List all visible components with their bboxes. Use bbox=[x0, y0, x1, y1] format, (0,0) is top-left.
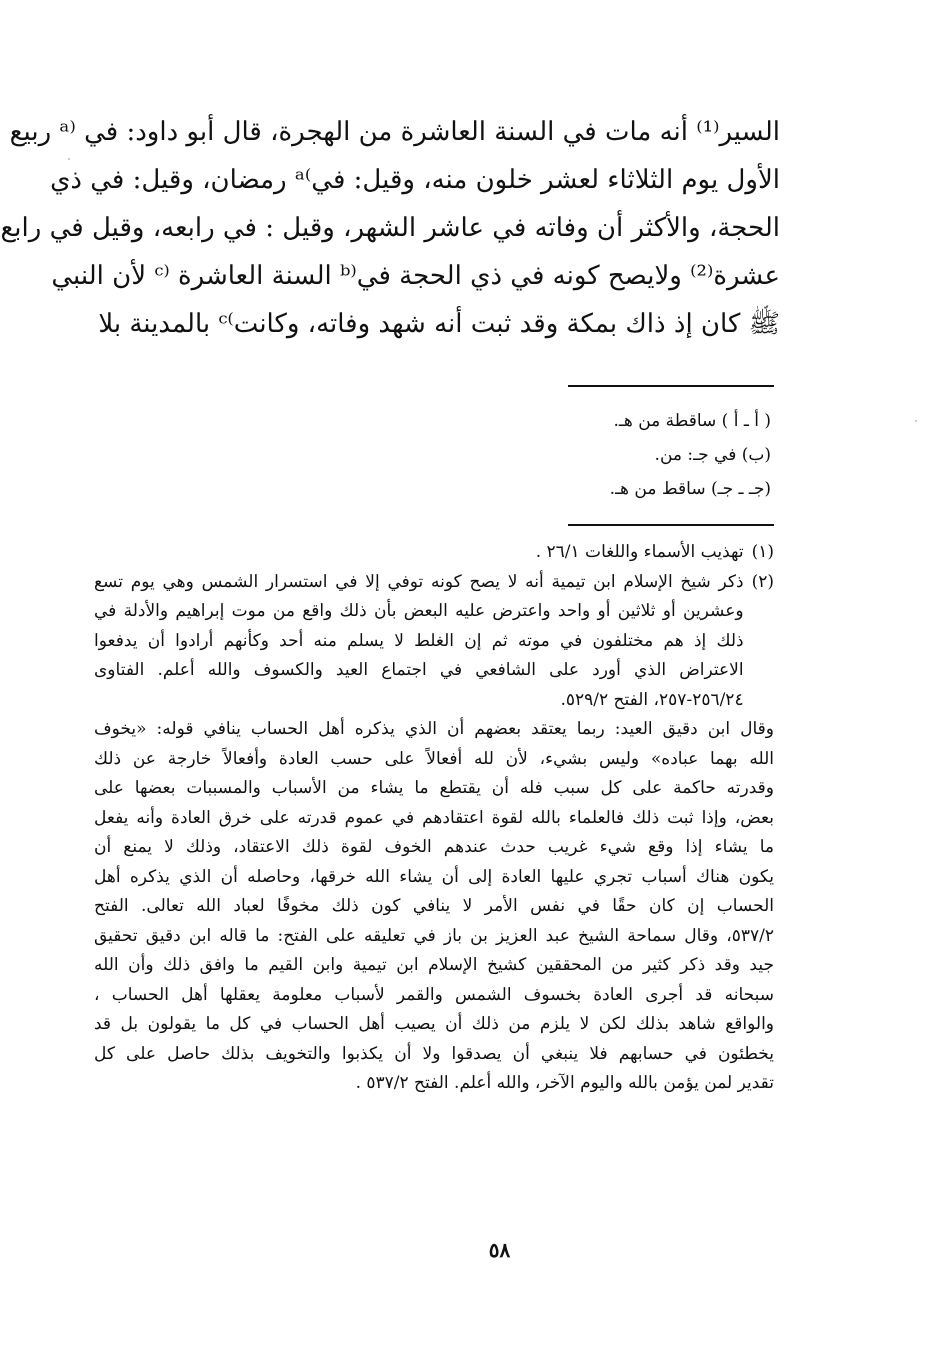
footnote-line: وعشرين أو ثلاثين أو واحد واعترض عليه البعض بأن ذلك واقع من موت إبراهيم والأدلة في bbox=[94, 601, 744, 621]
footnote-line: ذلك إذ هم مختلفون في موته ثم إن الغلط لا يسلم منه أحد وكأنهم أرادوا أن يدفعوا bbox=[94, 630, 744, 651]
footnote-1 bbox=[94, 538, 774, 568]
main-text-line: الحجة، والأكثر أن وفاته في عاشر الشهر، وقيل : في رابعه، وقيل في رابع bbox=[0, 213, 780, 243]
separator-rule bbox=[568, 524, 774, 526]
variant-reading: (ب) في جـ: من. bbox=[654, 445, 771, 465]
main-text-line: السير⁽¹⁾ أنه مات في السنة العاشرة من الهجرة، قال أبو داود: في ⁽ᵃ ربيع bbox=[9, 117, 780, 147]
footnote-line: يكون هناك أسباب تجري عليها العادة إلى أن يشاء الله خرقها، وحاصله أن الذي يذكره أهل bbox=[94, 866, 774, 887]
footnote-number: (١) bbox=[751, 542, 774, 562]
footnote-line: والواقع شاهد بذلك لكن لا يلزم من ذلك أن يصيب أهل الحساب في كل ما يقولون بل قد bbox=[94, 1014, 774, 1034]
page-number: ٥٨ bbox=[488, 1238, 511, 1262]
variant-reading: (جـ ـ جـ) ساقط من هـ. bbox=[609, 479, 771, 499]
scan-speck bbox=[915, 420, 917, 422]
footnote-line: وقدرته حاكمة على كل سبب فله أن يقتطع ما يشاء من الأسباب والمسببات بعضها على bbox=[94, 778, 774, 798]
footnote-line: بعض، وإذا ثبت ذلك فالعلماء بالله لقوة اعتقادهم في عموم قدرته على خرق العادة وأنه يفعل bbox=[94, 807, 774, 828]
footnote-line: يخطئون في حسابهم فلا ينبغي أن يصدقوا ولا أن يكذبوا والتخويف بذلك حاصل على كل bbox=[94, 1043, 774, 1064]
footnote-line: ٢٥٦/٢٤-٢٥٧، الفتح ٥٢٩/٢. bbox=[560, 689, 744, 710]
footnote-line: ما يشاء إذا وقع شيء غريب حدث عندهم الخوف لقوة ذلك الاعتقاد، وذلك لا يمنع أن bbox=[94, 837, 774, 857]
footnote-continuation bbox=[94, 715, 774, 1099]
footnote-line: الله بهما عباده» وليس بشيء، لأن لله أفعالاً على حسب العادة وأفعالاً خارجة عن ذلك bbox=[94, 748, 774, 769]
footnote-line: وقال ابن دقيق العيد: ربما يعتقد بعضهم أن الذي يذكره أهل الحساب ينافي قوله: «يخوف bbox=[94, 719, 774, 739]
main-text-block bbox=[0, 108, 780, 348]
footnote-line: جيد وقد ذكر كثير من المحققين كشيخ الإسلام ابن تيمية وابن القيم ما وافق ذلك وأن الله bbox=[94, 955, 774, 975]
variant-readings bbox=[211, 404, 771, 506]
footnote-line: ٥٣٧/٢، وقال سماحة الشيخ عبد العزيز بن باز في تعليقه على الفتح: ما قاله ابن دقيق تحقيق bbox=[94, 925, 774, 946]
main-text-line: الأول يوم الثلاثاء لعشر خلون منه، وقيل: في⁾ᵃ رمضان، وقيل: في ذي bbox=[50, 165, 780, 195]
footnote-line: الحساب إن كان حقًا في نفس الأمر لا ينافي كون ذلك مخوفًا لعباد الله تعالى. الفتح bbox=[94, 896, 774, 916]
footnotes bbox=[94, 538, 774, 1099]
main-text-line: عشرة⁽²⁾ ولايصح كونه في ذي الحجة في⁽ᵇ السنة العاشرة ⁽ᶜ لأن النبي bbox=[51, 261, 780, 291]
footnote-line: سبحانه قد أجرى العادة بخسوف الشمس والقمر لأسباب معلومة يعقلها أهل الحساب ، bbox=[94, 984, 774, 1005]
footnote-2 bbox=[94, 568, 774, 716]
separator-rule bbox=[568, 385, 774, 387]
footnote-line: الاعتراض الذي أورد على الشافعي في اجتماع العيد والكسوف والله أعلم. الفتاوى bbox=[94, 660, 744, 680]
footnote-number: (٢) bbox=[751, 571, 774, 592]
footnote-line: تهذيب الأسماء واللغات ٢٦/١ . bbox=[535, 542, 744, 562]
variant-reading: ( أ ـ أ ) ساقطة من هـ. bbox=[613, 411, 771, 431]
footnote-line: ذكر شيخ الإسلام ابن تيمية أنه لا يصح كونه توفي إلا في استسرار الشمس وهي يوم تسع bbox=[94, 571, 744, 592]
main-text-line: ﷺ كان إذ ذاك بمكة وقد ثبت أنه شهد وفاته، وكانت⁾ᶜ بالمدينة بلا bbox=[98, 309, 780, 339]
footnote-line: تقدير لمن يؤمن بالله واليوم الآخر، والله أعلم. الفتح ٥٣٧/٢ . bbox=[355, 1073, 774, 1093]
